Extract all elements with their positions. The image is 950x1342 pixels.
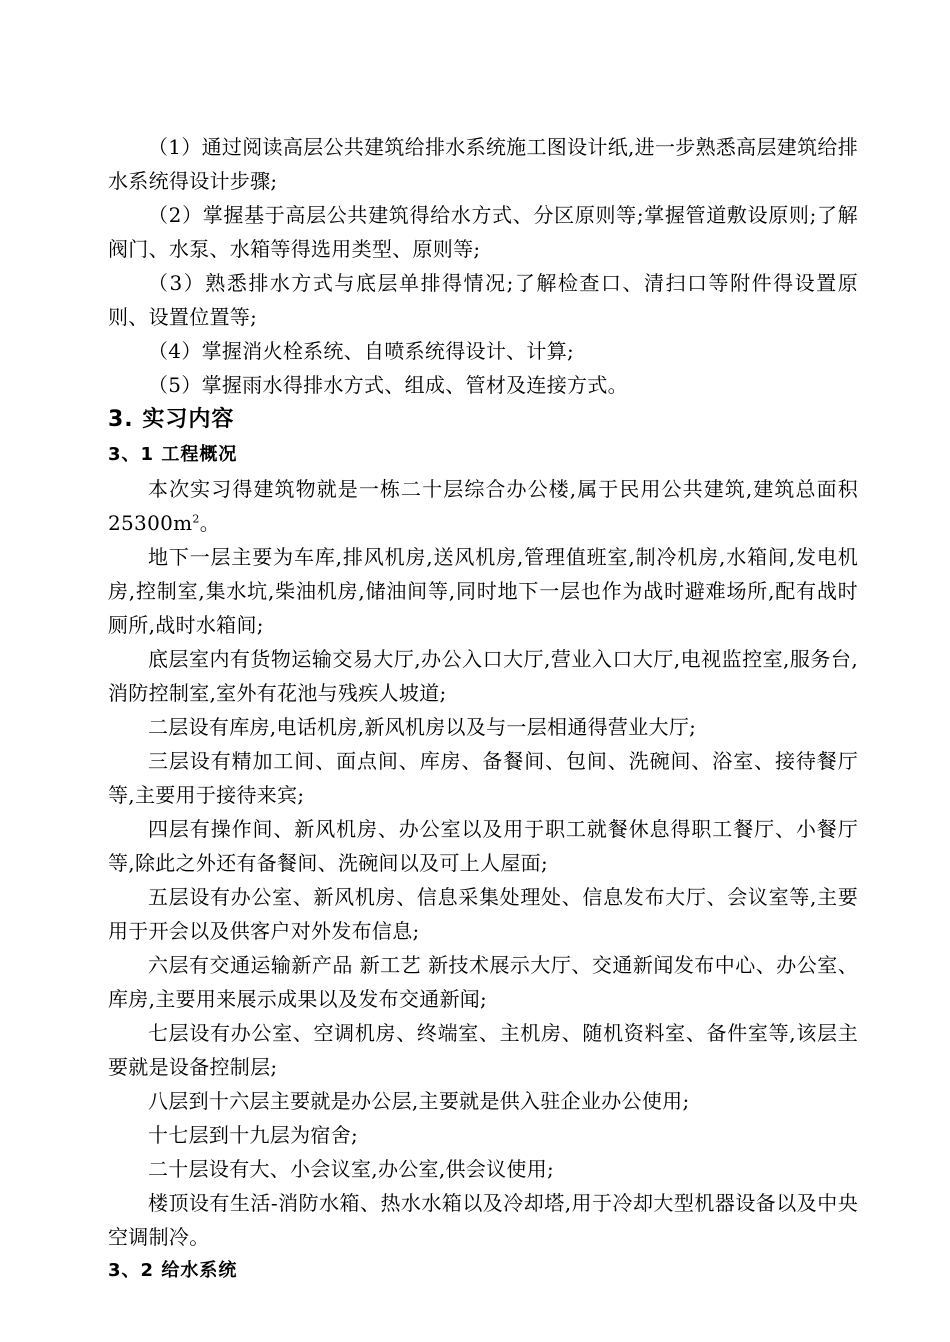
section-3-heading: 3. 实习内容: [108, 407, 235, 432]
goal-item-2: （2）掌握基于高层公共建筑得给水方式、分区原则等;掌握管道敷设原则;了解阀门、水泵、水箱等得选用类型、原则等;: [108, 203, 858, 261]
floor-paragraph-8-16: 八层到十六层主要就是办公层,主要就是供入驻企业办公使用;: [148, 1089, 690, 1113]
overview-paragraph: [108, 472, 858, 540]
section-3-1-heading: 3、1 工程概况: [108, 444, 238, 465]
goal-item-4: （4）掌握消火栓系统、自喷系统得设计、计算;: [148, 339, 575, 363]
document-page: [108, 130, 858, 1288]
section-3-2-heading: 3、2 给水系统: [108, 1260, 238, 1281]
floor-paragraph-1: 底层室内有货物运输交易大厅,办公入口大厅,营业入口大厅,电视监控室,服务台,消防控制室,室外有花池与残疾人坡道;: [108, 647, 858, 705]
floor-paragraph-5: 五层设有办公室、新风机房、信息采集处理处、信息发布大厅、会议室等,主要用于开会以及供客户对外发布信息;: [108, 885, 858, 943]
floor-paragraph-7: 七层设有办公室、空调机房、终端室、主机房、随机资料室、备件室等,该层主要就是设备控制层;: [108, 1021, 858, 1079]
area-unit-superscript: 2: [192, 512, 200, 526]
overview-text: 本次实习得建筑物就是一栋二十层综合办公楼,属于民用公共建筑,建筑总面积 25300m: [108, 477, 858, 535]
floor-paragraph-roof: 楼顶设有生活-消防水箱、热水水箱以及冷却塔,用于冷却大型机器设备以及中央空调制冷。: [108, 1191, 858, 1249]
floor-paragraph-6: 六层有交通运输新产品 新工艺 新技术展示大厅、交通新闻发布中心、办公室、库房,主要用来展示成果以及发布交通新闻;: [108, 953, 858, 1011]
floor-paragraph-17-19: 十七层到十九层为宿舍;: [148, 1123, 359, 1147]
floor-paragraph-b1: 地下一层主要为车库,排风机房,送风机房,管理值班室,制冷机房,水箱间,发电机房,控制室,集水坑,柴油机房,储油间等,同时地下一层也作为战时避难场所,配有战时厕所,战时水箱间;: [108, 545, 858, 637]
goal-item-3: （3）熟悉排水方式与底层单排得情况;了解检查口、清扫口等附件得设置原则、设置位置等;: [108, 271, 858, 329]
overview-tail: 。: [199, 511, 221, 535]
floor-paragraph-20: 二十层设有大、小会议室,办公室,供会议使用;: [148, 1157, 555, 1181]
floor-paragraph-4: 四层有操作间、新风机房、办公室以及用于职工就餐休息得职工餐厅、小餐厅等,除此之外还有备餐间、洗碗间以及可上人屋面;: [108, 817, 858, 875]
floor-paragraph-3: 三层设有精加工间、面点间、库房、备餐间、包间、洗碗间、浴室、接待餐厅等,主要用于接待来宾;: [108, 749, 858, 807]
goal-item-1: （1）通过阅读高层公共建筑给排水系统施工图设计纸,进一步熟悉高层建筑给排水系统得设计步骤;: [108, 135, 858, 193]
floor-paragraph-2: 二层设有库房,电话机房,新风机房以及与一层相通得营业大厅;: [148, 715, 697, 739]
goal-item-5: （5）掌握雨水得排水方式、组成、管材及连接方式。: [148, 373, 628, 397]
